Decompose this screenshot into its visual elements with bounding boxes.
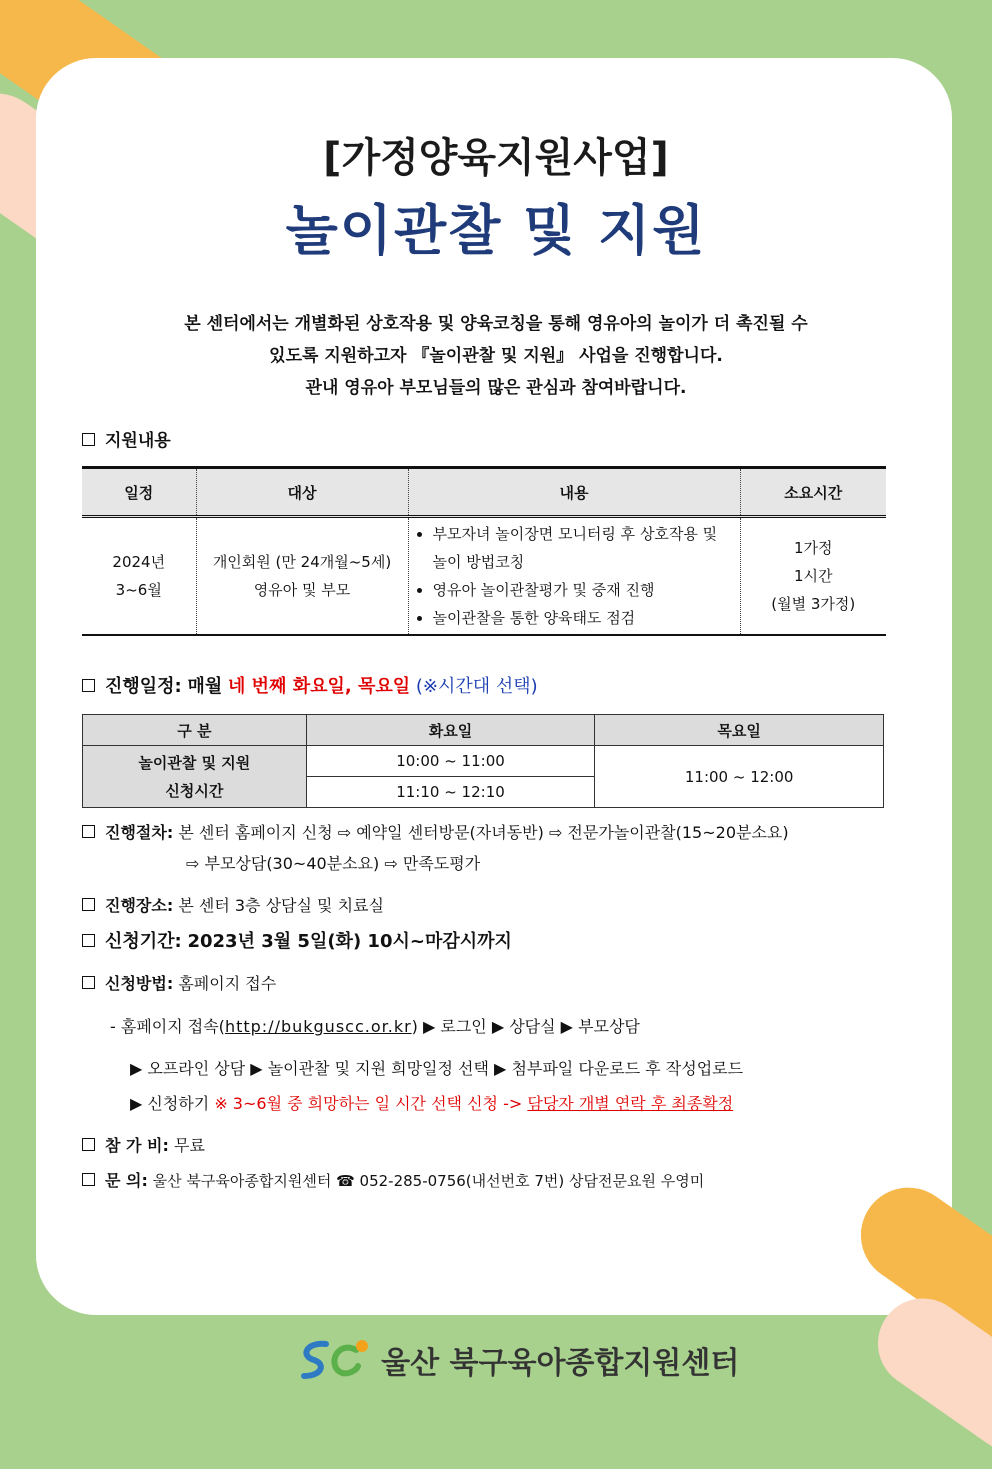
section-method: 신청방법: 홈페이지 접수 <box>82 971 276 994</box>
checkbox-square-icon <box>82 825 95 838</box>
section-place: 진행장소: 본 센터 3층 상담실 및 치료실 <box>82 893 384 916</box>
procedure-line-2: ⇨ 부모상담(30~40분소요) ⇨ 만족도평가 <box>186 854 481 873</box>
logo-text: 울산 북구육아종합지원센터 <box>381 1346 740 1381</box>
contents-cell <box>408 517 740 636</box>
col-header: 화요일 <box>306 715 595 746</box>
tuesday-slot: 10:00 ~ 11:00 <box>306 746 595 777</box>
page-title: [가정양육지원사업] <box>323 135 669 181</box>
checkbox-square-icon <box>82 679 95 692</box>
intro-line: 있도록 지원하고자 『놀이관찰 및 지원』 사업을 진행합니다. <box>269 346 723 366</box>
homepage-link[interactable]: http://bukguscc.or.kr <box>224 1017 412 1036</box>
col-header: 대상 <box>196 468 408 517</box>
section-schedule: 진행일정: 매월 네 번째 화요일, 목요일 (※시간대 선택) <box>82 672 538 698</box>
content-item: • 부모자녀 놀이장면 모니터링 후 상호작용 및 놀이 방법코칭 <box>433 520 736 576</box>
col-header: 소요시간 <box>740 468 886 517</box>
time-table <box>82 714 884 808</box>
tuesday-slot: 11:10 ~ 12:10 <box>306 777 595 808</box>
checkbox-square-icon <box>82 898 95 911</box>
section-contact: 문 의: 울산 북구육아종합지원센터 ☎ 052-285-0756(내선번호 7번) 상담전문요원 우영미 <box>82 1168 704 1191</box>
intro-text <box>0 308 992 404</box>
intro-line: 관내 영유아 부모님들의 많은 관심과 참여바랍니다. <box>305 378 687 398</box>
section-period: 신청기간: 2023년 3월 5일(화) 10시~마감시까지 <box>82 927 512 953</box>
duration-cell: 1가정 1시간 (월별 3가정) <box>740 517 886 636</box>
col-header: 목요일 <box>595 715 884 746</box>
target-cell: 개인회원 (만 24개월~5세) 영유아 및 부모 <box>196 517 408 636</box>
col-header: 일정 <box>82 468 196 517</box>
checkbox-square-icon <box>82 934 95 947</box>
method-step-1: - 홈페이지 접속(http://bukguscc.or.kr) ▶ 로그인 ▶ 상담실 ▶ 부모상담 <box>110 1017 640 1036</box>
page-subtitle: 놀이관찰 및 지원 <box>285 199 707 262</box>
checkbox-square-icon <box>82 433 95 446</box>
content-item: • 영유아 놀이관찰평가 및 중재 진행 <box>433 576 736 604</box>
checkbox-square-icon <box>82 976 95 989</box>
logo-icon <box>296 1336 376 1384</box>
section-support: 지원내용 <box>82 426 171 451</box>
center-logo <box>296 1336 739 1384</box>
col-header: 구 분 <box>83 715 307 746</box>
section-fee: 참 가 비: 무료 <box>82 1133 205 1156</box>
schedule-cell: 2024년 3~6월 <box>112 553 166 599</box>
support-table <box>82 466 886 636</box>
col-header: 내용 <box>408 468 740 517</box>
checkbox-square-icon <box>82 1138 95 1151</box>
method-step-2: ▶ 오프라인 상담 ▶ 놀이관찰 및 지원 희망일정 선택 ▶ 첨부파일 다운로드 후 작성업로드 <box>130 1059 744 1078</box>
method-step-3: ▶ 신청하기 ※ 3~6월 중 희망하는 일 시간 선택 신청 -> 담당자 개별 연락 후 최종확정 <box>130 1094 734 1113</box>
content-item: • 놀이관찰을 통한 양육태도 점검 <box>433 604 736 632</box>
section-procedure: 진행절차: 본 센터 홈페이지 신청 ⇨ 예약일 센터방문(자녀동반) ⇨ 전문가놀이관찰(15~20분소요) <box>82 820 789 843</box>
row-label: 놀이관찰 및 지원 신청시간 <box>83 746 307 808</box>
checkbox-square-icon <box>82 1173 95 1186</box>
thursday-slot: 11:00 ~ 12:00 <box>595 746 884 808</box>
intro-line: 본 센터에서는 개별화된 상호작용 및 양육코칭을 통해 영유아의 놀이가 더 촉진될 수 <box>184 314 808 334</box>
